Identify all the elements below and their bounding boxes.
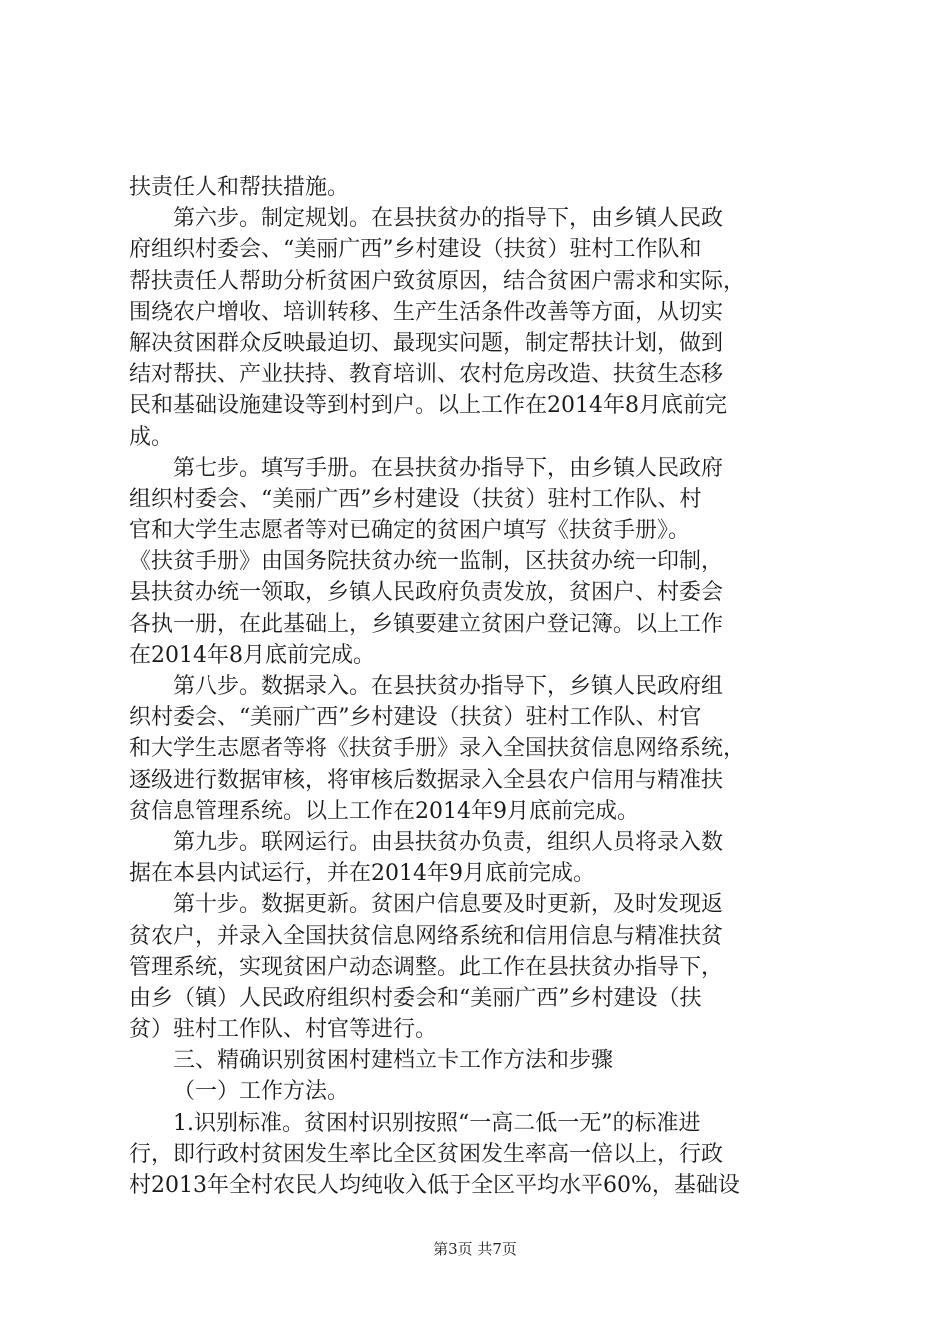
text-line: 贫）驻村工作队、村官等进行。 [129,1017,438,1043]
text-line: 成。 [129,424,174,450]
text-line: 在2014年8月底前完成。 [129,642,375,668]
text-line: 第六步。制定规划。在县扶贫办的指导下，由乡镇人民政 [173,206,724,232]
text-line: 贫农户，并录入全国扶贫信息网络系统和信用信息与精准扶贫 [129,923,724,949]
text-line: 三、精确识别贫困村建档立卡工作方法和步骤 [173,1048,614,1074]
text-line: 《扶贫手册》由国务院扶贫办统一监制，区扶贫办统一印制， [129,549,724,575]
text-line: 行，即行政村贫困发生率比全区贫困发生率高一倍以上，行政 [129,1141,724,1167]
text-line: 和大学生志愿者等将《扶贫手册》录入全国扶贫信息网络系统， [129,736,746,762]
text-line: 据在本县内试运行，并在2014年9月底前完成。 [129,861,595,887]
text-line: 官和大学生志愿者等对已确定的贫困户填写《扶贫手册》。 [129,518,691,544]
text-line: 民和基础设施建设等到村到户。以上工作在2014年8月底前完 [129,393,727,419]
document-body [129,172,829,1201]
text-line: 第七步。填写手册。在县扶贫办指导下，由乡镇人民政府 [173,455,724,481]
text-line: 管理系统，实现贫困户动态调整。此工作在县扶贫办指导下， [129,954,724,980]
text-line: 县扶贫办统一领取，乡镇人民政府负责发放，贫困户、村委会 [129,580,724,606]
text-line: 1.识别标准。贫困村识别按照“一高二低一无”的标准进 [173,1110,701,1136]
text-line: 府组织村委会、“美丽广西”乡村建设（扶贫）驻村工作队和 [129,237,702,263]
text-line: 组织村委会、“美丽广西”乡村建设（扶贫）驻村工作队、村 [129,486,702,512]
text-line: 围绕农户增收、培训转移、生产生活条件改善等方面，从切实 [129,299,724,325]
text-line: 各执一册，在此基础上，乡镇要建立贫困户登记簿。以上工作 [129,611,724,637]
text-line: 第九步。联网运行。由县扶贫办负责，组织人员将录入数 [173,829,724,855]
text-line: 帮扶责任人帮助分析贫困户致贫原因，结合贫困户需求和实际， [129,268,746,294]
text-line: 由乡（镇）人民政府组织村委会和“美丽广西”乡村建设（扶 [129,985,702,1011]
text-line: （一）工作方法。 [173,1079,350,1105]
text-line: 第八步。数据录入。在县扶贫办指导下，乡镇人民政府组 [173,674,724,699]
text-line: 织村委会、“美丽广西”乡村建设（扶贫）驻村工作队、村官 [129,705,702,731]
text-line: 第十步。数据更新。贫困户信息要及时更新，及时发现返 [173,892,724,918]
text-line: 解决贫困群众反映最迫切、最现实问题，制定帮扶计划，做到 [129,330,724,356]
page-footer: 第3页 共7页 [433,1240,517,1258]
text-line: 村2013年全村农民人均纯收入低于全区平均水平60%，基础设 [129,1173,740,1198]
text-line: 逐级进行数据审核，将审核后数据录入全县农户信用与精准扶 [129,767,724,793]
text-line: 贫信息管理系统。以上工作在2014年9月底前完成。 [129,798,639,824]
text-line: 结对帮扶、产业扶持、教育培训、农村危房改造、扶贫生态移 [129,362,724,388]
text-line: 扶责任人和帮扶措施。 [129,175,350,200]
